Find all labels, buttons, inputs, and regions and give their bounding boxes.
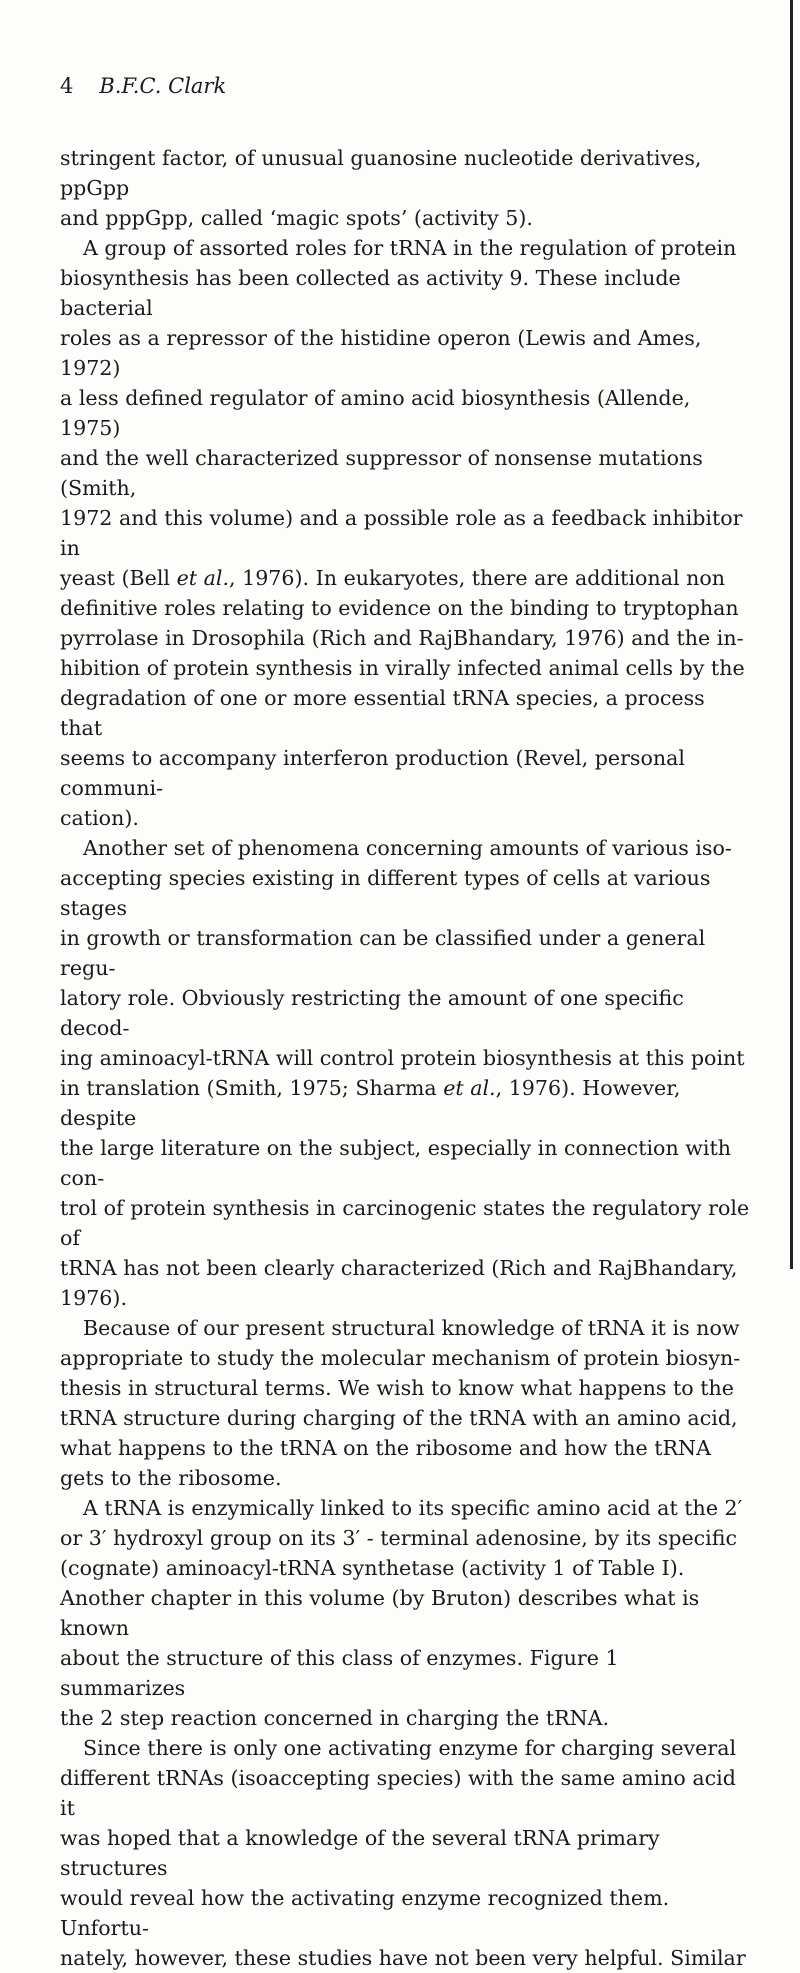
page-edge-rule — [790, 0, 793, 1269]
text-segment: (cognate) aminoacyl-tRNA synthetase (activity 1 of Table I). — [60, 1556, 685, 1580]
text-segment: ing aminoacyl-tRNA will control protein biosynthesis at this point — [60, 1046, 745, 1070]
text-segment: in translation (Smith, 1975; Sharma — [60, 1076, 444, 1100]
paragraph-2 — [60, 233, 750, 833]
text-segment: Since there is only one activating enzyme for charging several — [83, 1736, 737, 1760]
text-segment: seems to accompany interferon production (Revel, personal communi- — [60, 746, 686, 800]
text-segment: pyrrolase in Drosophila (Rich and RajBhandary, 1976) and the in- — [60, 626, 744, 650]
text-segment: thesis in structural terms. We wish to know what happens to the — [60, 1376, 734, 1400]
text-segment: 1972 and this volume) and a possible role as a feedback inhibitor in — [60, 506, 743, 560]
text-segment: appropriate to study the molecular mechanism of protein biosyn- — [60, 1346, 741, 1370]
running-header — [60, 74, 226, 104]
text-segment: nately, however, these studies have not been very helpful. Similar — [60, 1946, 746, 1970]
text-segment: Because of our present structural knowledge of tRNA it is now — [83, 1316, 740, 1340]
text-segment: tRNA has not been clearly characterized (Rich and RajBhandary, — [60, 1256, 738, 1280]
text-segment: what happens to the tRNA on the ribosome and how the tRNA — [60, 1436, 711, 1460]
page-number: 4 — [60, 74, 74, 98]
text-segment: was hoped that a knowledge of the several tRNA primary structures — [60, 1826, 660, 1880]
paragraph-3 — [60, 833, 750, 1313]
text-segment: and the well characterized suppressor of nonsense mutations (Smith, — [60, 446, 703, 500]
text-segment: hibition of protein synthesis in virally infected animal cells by the — [60, 656, 745, 680]
text-segment: or 3′ hydroxyl group on its 3′ - terminal adenosine, by its specific — [60, 1526, 738, 1550]
text-segment: , 1976). In eukaryotes, there are additional non — [229, 566, 726, 590]
text-segment: about the structure of this class of enzymes. Figure 1 summarizes — [60, 1646, 619, 1700]
body-text — [60, 143, 750, 1973]
paragraph-1 — [60, 143, 750, 233]
text-segment: biosynthesis has been collected as activity 9. These include bacterial — [60, 266, 681, 320]
paragraph-5 — [60, 1493, 750, 1733]
text-segment: a less defined regulator of amino acid biosynthesis (Allende, 1975) — [60, 386, 691, 440]
text-segment: the 2 step reaction concerned in charging the tRNA. — [60, 1706, 610, 1730]
text-segment: trol of protein synthesis in carcinogenic states the regulatory role of — [60, 1196, 750, 1250]
text-segment: degradation of one or more essential tRNA species, a process that — [60, 686, 705, 740]
text-segment: different tRNAs (isoaccepting species) with the same amino acid it — [60, 1766, 736, 1820]
text-segment: cation). — [60, 806, 139, 830]
text-segment: Another chapter in this volume (by Bruton) describes what is known — [60, 1586, 700, 1640]
text-segment: definitive roles relating to evidence on the binding to tryptophan — [60, 596, 739, 620]
italic-citation: et al. — [443, 1076, 496, 1100]
text-segment: the large literature on the subject, especially in connection with con- — [60, 1136, 732, 1190]
paragraph-6 — [60, 1733, 750, 1973]
text-segment: 1976). — [60, 1286, 127, 1310]
paragraph-4 — [60, 1313, 750, 1493]
italic-citation: et al. — [176, 566, 229, 590]
text-segment: accepting species existing in different types of cells at various stages — [60, 866, 711, 920]
text-segment: and pppGpp, called ‘magic spots’ (activity 5). — [60, 206, 533, 230]
text-segment: would reveal how the activating enzyme recognized them. Unfortu- — [60, 1886, 670, 1940]
text-segment: A group of assorted roles for tRNA in the regulation of protein — [83, 236, 737, 260]
text-segment: Another set of phenomena concerning amounts of various iso- — [83, 836, 732, 860]
text-segment: latory role. Obviously restricting the amount of one specific decod- — [60, 986, 684, 1040]
text-segment: A tRNA is enzymically linked to its specific amino acid at the 2′ — [83, 1496, 743, 1520]
text-segment: , 1976). However, despite — [60, 1076, 681, 1130]
text-segment: stringent factor, of unusual guanosine nucleotide derivatives, ppGpp — [60, 146, 702, 200]
text-segment: yeast (Bell — [60, 566, 177, 590]
text-segment: tRNA structure during charging of the tRNA with an amino acid, — [60, 1406, 738, 1430]
running-head-author: B.F.C. Clark — [99, 74, 227, 98]
text-segment: roles as a repressor of the histidine operon (Lewis and Ames, 1972) — [60, 326, 702, 380]
text-segment: in growth or transformation can be classified under a general regu- — [60, 926, 706, 980]
text-segment: gets to the ribosome. — [60, 1466, 282, 1490]
